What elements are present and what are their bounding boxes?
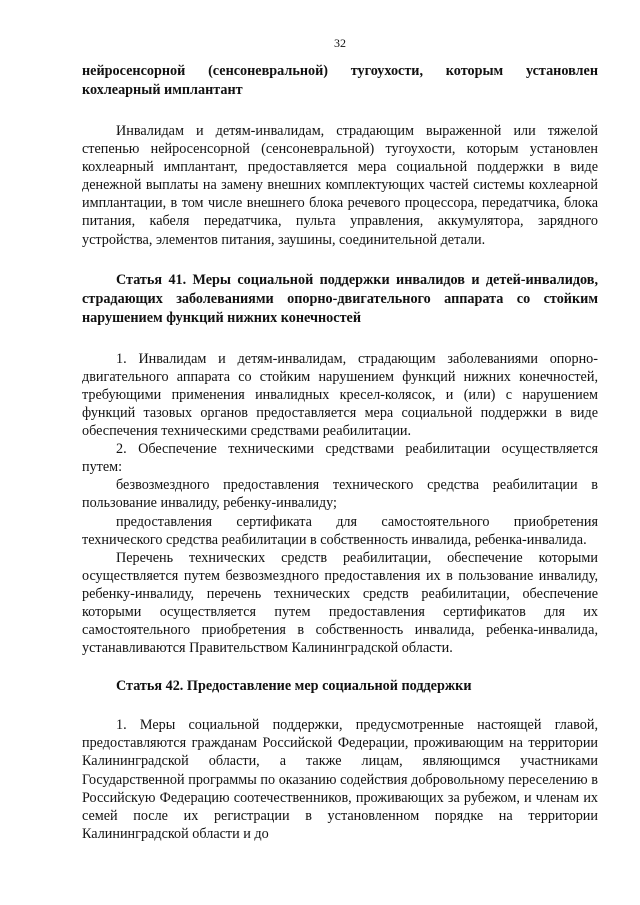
spacer <box>82 249 598 271</box>
spacer <box>82 657 598 677</box>
article-41-paragraph-3: безвозмездного предоставления технического средства реабилитации в пользование инвалиду, ребенку-инвалиду; <box>82 477 598 512</box>
spacer <box>82 100 598 122</box>
spacer <box>82 696 598 716</box>
paragraph-cochlear-implant: Инвалидам и детям-инвалидам, страдающим выраженной или тяжелой степенью нейросенсорной (сенсоневральной) тугоухости, которым установлен кохлеарный имплантант, предоставляется мера социальной поддержки в виде денежной выплаты на замену внешних комплектующих частей системы кохлеарной имплантации, в том числе внешнего блока речевого процессора, передатчика, блока питания, кабеля передатчика, пульта управления, аккумулятора, зарядного устройства, элементов питания, заушины, соединительной детали. <box>82 123 598 248</box>
page-number: 32 <box>334 36 346 50</box>
spacer <box>82 328 598 350</box>
article-41-paragraph-5: Перечень технических средств реабилитации, обеспечение которыми осуществляется путем безвозмездного предоставления их в пользование инвалиду, ребенку-инвалиду, перечень технических средств реабилитации, обеспечение которыми осуществляется путем предоставления сертификатов для их самостоятельного приобретения в собственность инвалида, ребенка-инвалида, устанавливаются Правительством Калининградской области. <box>82 549 598 657</box>
document-page <box>82 36 598 843</box>
article-42-paragraph-1: 1. Меры социальной поддержки, предусмотренные настоящей главой, предоставляются гражданам Российской Федерации, проживающим на территории Калининградской области, а также лицам, являющимся участниками Государственной программы по оказанию содействия добровольному переселению в Российскую Федерацию соотечественников, проживающих за рубежом, и членам их семей после их регистрации в установленном порядке на территории Калининградской области и до <box>82 717 598 842</box>
article-42-heading: Статья 42. Предоставление мер социальной поддержки <box>116 678 472 695</box>
continued-article-heading: нейросенсорной (сенсоневральной) тугоухости, которым установлен кохлеарный имплантант <box>82 63 598 98</box>
article-41-heading: Статья 41. Меры социальной поддержки инвалидов и детей-инвалидов, страдающих заболеваниями опорно-двигательного аппарата со стойким нарушением функций нижних конечностей <box>82 271 598 326</box>
article-41-paragraph-2: 2. Обеспечение техническими средствами реабилитации осуществляется путем: <box>82 441 598 476</box>
article-41-paragraph-1: 1. Инвалидам и детям-инвалидам, страдающим заболеваниями опорно-двигательного аппарата со стойким нарушением функций нижних конечностей, требующими применения инвалидных кресел-колясок, и (или) с нарушением функций тазовых органов предоставляется мера социальной поддержки в виде обеспечения техническими средствами реабилитации. <box>82 350 598 440</box>
article-41-paragraph-4: предоставления сертификата для самостоятельного приобретения технического средства реабилитации в собственность инвалида, ребенка-инвалида. <box>82 513 598 548</box>
